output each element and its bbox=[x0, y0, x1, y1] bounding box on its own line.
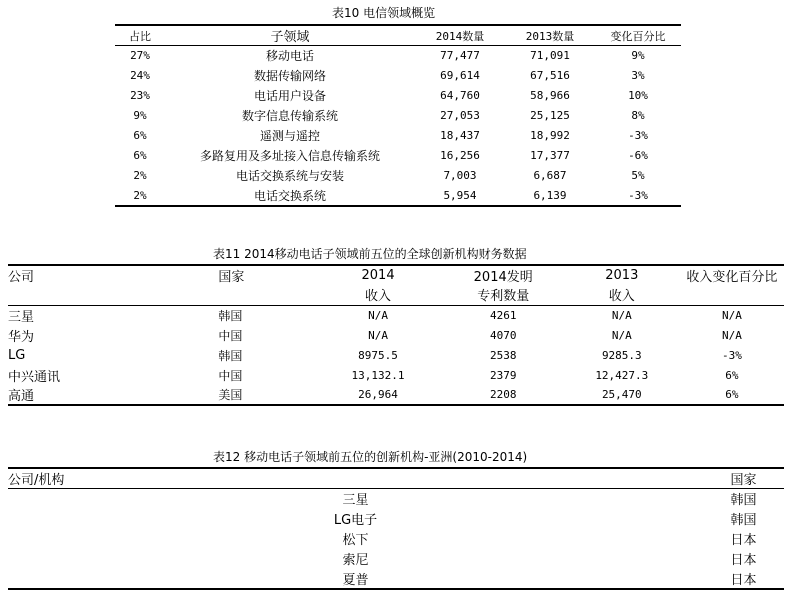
table12-row-cell: 韩国 bbox=[730, 513, 757, 528]
table11-header-2013: 2013 bbox=[564, 265, 680, 285]
table10-row-cell: 移动电话 bbox=[265, 49, 314, 64]
table10-row-cell: -3% bbox=[595, 186, 681, 206]
table10-row-cell: 27,053 bbox=[440, 109, 480, 122]
table11-header-row-bottom bbox=[8, 285, 784, 305]
table10-row-cell: 71,091 bbox=[530, 49, 570, 63]
table10-row-cell: 23% bbox=[130, 89, 150, 102]
table11-row bbox=[8, 305, 784, 325]
table10-row-cell: 17,377 bbox=[530, 149, 570, 162]
table11-row-cell: 高通 bbox=[8, 385, 163, 405]
table10-row-cell: 多路复用及多址接入信息传输系统 bbox=[199, 149, 380, 163]
table12-row bbox=[8, 569, 784, 589]
table10-row-cell: 25,125 bbox=[530, 109, 570, 122]
table10-row-cell: 7,003 bbox=[443, 169, 477, 182]
table11-header-2014: 2014 bbox=[313, 265, 442, 285]
table11-row-cell: 2208 bbox=[443, 385, 564, 405]
table10-row-cell: 9% bbox=[631, 49, 645, 63]
table11-row-cell: N/A bbox=[368, 308, 388, 322]
table10-row-cell: -6% bbox=[628, 149, 648, 162]
table11-row-cell: 韩国 bbox=[218, 348, 243, 363]
table12-caption: 表12 移动电话子领域前五位的创新机构-亚洲(2010-2014) bbox=[213, 450, 528, 464]
table10-row-cell: 16,256 bbox=[440, 149, 480, 162]
table12-row-cell: 日本 bbox=[730, 533, 757, 548]
table11-subheader-revenue-2013: 收入 bbox=[564, 285, 680, 305]
table11-caption: 表11 2014移动电话子领域前五位的全球创新机构财务数据 bbox=[213, 247, 527, 261]
table11-subheader-patent-count: 专利数量 bbox=[443, 285, 564, 305]
table11-header-company: 公司 bbox=[8, 265, 163, 285]
table11-row-cell: N/A bbox=[611, 308, 632, 322]
table11-row bbox=[8, 345, 784, 365]
table12-row-cell: 日本 bbox=[703, 569, 784, 589]
table12-row-cell: 夏普 bbox=[8, 569, 703, 589]
table11-header-2014-patents: 2014发明 bbox=[443, 265, 564, 285]
table10-row bbox=[115, 86, 681, 106]
table11-row-cell: N/A bbox=[721, 308, 742, 322]
table11-row-cell: 26,964 bbox=[313, 385, 442, 405]
table11-row-cell: 三星 bbox=[8, 309, 35, 325]
table10-row bbox=[115, 106, 681, 126]
table10-row-cell: 2% bbox=[115, 186, 165, 206]
table12-row-cell: LG电子 bbox=[333, 513, 378, 528]
table10-header-row bbox=[115, 25, 681, 46]
table11-row-cell: N/A bbox=[611, 328, 632, 342]
table10-row-cell: 10% bbox=[628, 89, 648, 102]
table10-row bbox=[115, 186, 681, 206]
table10-row-cell: 数据传输网络 bbox=[253, 69, 326, 83]
table10-row-cell: 2% bbox=[133, 169, 147, 182]
table11-row-cell: 韩国 bbox=[218, 308, 243, 323]
table11-row-cell: 25,470 bbox=[564, 385, 680, 405]
table11-subheader-empty bbox=[8, 285, 163, 305]
table11-row-cell: N/A bbox=[721, 328, 742, 342]
table11-subheader-empty bbox=[163, 285, 313, 305]
table11-row bbox=[8, 365, 784, 385]
table10-row-cell: 58,966 bbox=[530, 89, 570, 102]
table10-row-cell: 8% bbox=[631, 109, 645, 122]
table10-row-cell: 27% bbox=[130, 49, 150, 63]
table10-row-cell: 遥测与遥控 bbox=[259, 129, 320, 143]
table10-row-cell: 3% bbox=[631, 69, 645, 82]
table11-row-cell: LG bbox=[8, 347, 26, 363]
table10-row-cell: 数字信息传输系统 bbox=[241, 109, 338, 123]
table10-row-cell: 5,954 bbox=[415, 186, 505, 206]
table11-row-cell: 4261 bbox=[489, 308, 517, 322]
table11-subheader-revenue-2014: 收入 bbox=[313, 285, 442, 305]
table10-row-cell: 6% bbox=[133, 129, 147, 142]
table11-row-cell: 8975.5 bbox=[358, 348, 398, 362]
table11-header-revenue-change: 收入变化百分比 bbox=[680, 265, 784, 285]
table10-row-cell: 6% bbox=[133, 149, 147, 162]
table10-row bbox=[115, 146, 681, 166]
table11-row-cell: 6% bbox=[680, 385, 784, 405]
table12-row-cell: 松下 bbox=[342, 533, 369, 548]
table12-row-cell: 索尼 bbox=[342, 553, 369, 568]
table10-row-cell: 电话用户设备 bbox=[253, 89, 326, 103]
table11-header-country: 国家 bbox=[163, 265, 313, 285]
table10-row-cell: 18,437 bbox=[440, 129, 480, 142]
table10-row-cell: 5% bbox=[631, 169, 645, 182]
table12 bbox=[8, 467, 784, 590]
table10-row-cell: 64,760 bbox=[440, 89, 480, 102]
table10-caption: 表10 电信领域概览 bbox=[332, 6, 436, 20]
table10-row bbox=[115, 166, 681, 186]
table12-row-cell: 韩国 bbox=[730, 493, 757, 509]
table12-header-organization: 公司/机构 bbox=[8, 468, 703, 489]
table11-row-cell: 4070 bbox=[489, 328, 517, 342]
table10-header-2013-count: 2013数量 bbox=[505, 25, 595, 46]
table11-row-cell: 2379 bbox=[489, 368, 517, 382]
table10-header-change: 变化百分比 bbox=[595, 25, 681, 46]
table10-row-cell: 电话交换系统 bbox=[165, 186, 415, 206]
table11-row-cell: 2538 bbox=[489, 348, 517, 362]
table11-row-cell: 12,427.3 bbox=[595, 368, 649, 382]
table11-row-cell: 华为 bbox=[8, 329, 35, 345]
table12-row bbox=[8, 489, 784, 509]
table12-header-country: 国家 bbox=[703, 468, 784, 489]
table10-row-cell: 6,139 bbox=[505, 186, 595, 206]
table11-row-cell: 中兴通讯 bbox=[8, 369, 61, 385]
table11-row bbox=[8, 385, 784, 405]
table10-row-cell: 18,992 bbox=[530, 129, 570, 142]
table10-row-cell: 6,687 bbox=[533, 169, 567, 182]
table12-row bbox=[8, 549, 784, 569]
table11-row-cell: 中国 bbox=[218, 368, 243, 383]
table10-header-share: 占比 bbox=[115, 25, 165, 46]
table10-row bbox=[115, 46, 681, 66]
table11-row-cell: 9285.3 bbox=[601, 348, 642, 362]
table11-row-cell: -3% bbox=[721, 348, 742, 362]
table11-row bbox=[8, 325, 784, 345]
table10-row-cell: 24% bbox=[130, 69, 150, 82]
table10-row-cell: 电话交换系统与安装 bbox=[235, 169, 344, 183]
table10 bbox=[115, 24, 681, 207]
table12-row-cell: 日本 bbox=[730, 553, 757, 568]
table11 bbox=[8, 264, 784, 406]
table10-header-2014-count: 2014数量 bbox=[415, 25, 505, 46]
table12-header-row bbox=[8, 468, 784, 489]
table11-subheader-empty bbox=[680, 285, 784, 305]
table11-row-cell: 6% bbox=[725, 368, 739, 382]
table10-row-cell: 69,614 bbox=[440, 69, 480, 82]
table10-header-subfield: 子领域 bbox=[165, 25, 415, 46]
table11-header-row-top bbox=[8, 265, 784, 285]
table11-row-cell: N/A bbox=[368, 328, 388, 342]
table10-row-cell: -3% bbox=[628, 129, 648, 142]
table12-row bbox=[8, 509, 784, 529]
table10-row bbox=[115, 126, 681, 146]
table12-row bbox=[8, 529, 784, 549]
table10-row-cell: 77,477 bbox=[440, 49, 480, 63]
table11-row-cell: 美国 bbox=[163, 385, 313, 405]
table12-row-cell: 三星 bbox=[342, 493, 369, 509]
table10-row-cell: 9% bbox=[133, 109, 147, 122]
table11-row-cell: 13,132.1 bbox=[351, 368, 405, 382]
table10-row bbox=[115, 66, 681, 86]
table11-row-cell: 中国 bbox=[218, 328, 243, 343]
table10-row-cell: 67,516 bbox=[530, 69, 570, 82]
